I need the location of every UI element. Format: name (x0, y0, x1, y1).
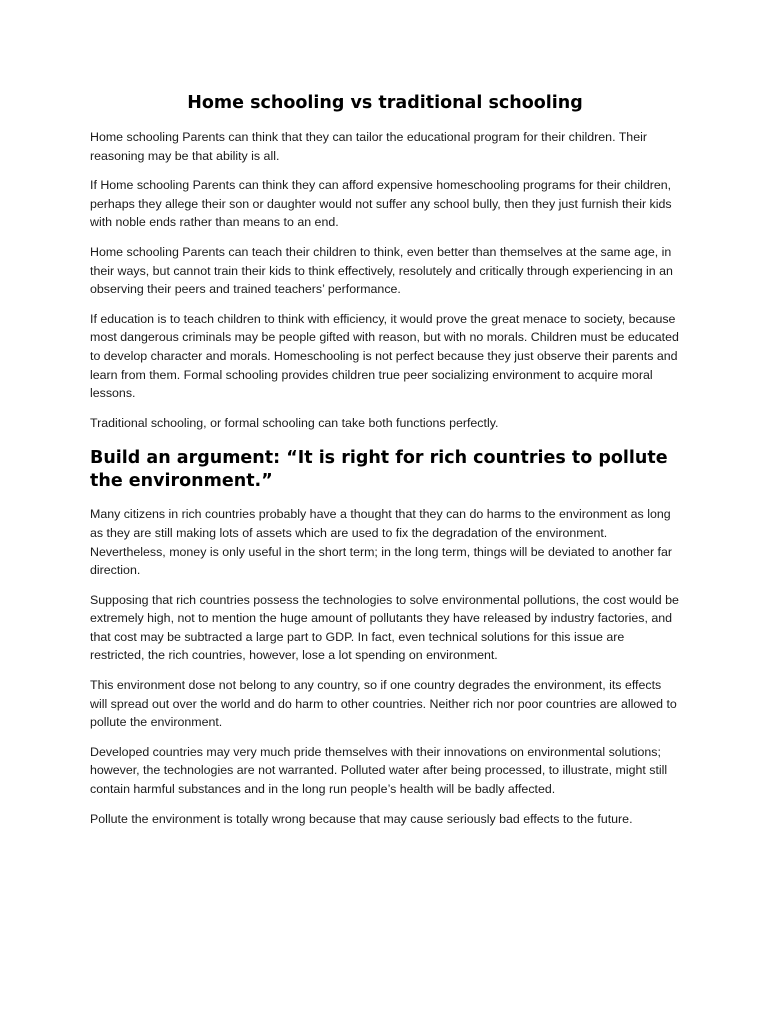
paragraph: If Home schooling Parents can think they can afford expensive homeschooling programs for their children, perhaps they allege their son or daughter would not suffer any school bully, then they just furnish their kids with noble ends rather than means to an end. (90, 178, 672, 230)
paragraph: This environment dose not belong to any country, so if one country degrades the environment, its effects will spread out over the world and do harm to other countries. Neither rich nor poor countries are allowed to pollute the environment. (90, 678, 677, 730)
paragraph: Pollute the environment is totally wrong because that may cause seriously bad effects to the future. (90, 811, 633, 826)
paragraph: Home schooling Parents can think that they can tailor the educational program for their children. Their reasoning may be that ability is all. (90, 130, 647, 163)
paragraph: If education is to teach children to think with efficiency, it would prove the great menace to society, because most dangerous criminals may be people gifted with reason, but with no morals. Children must be educated to develop character and morals. Homeschooling is not perfect because they just observe their parents and learn from them. Formal schooling provides children true peer socializing environment to acquire moral lessons. (90, 311, 679, 401)
document-body (90, 90, 680, 839)
document-title: Home schooling vs traditional schooling (187, 93, 583, 113)
section-heading: Build an argument: “It is right for rich countries to pollute the environment.” (90, 448, 668, 492)
paragraph: Developed countries may very much pride themselves with their innovations on environmental solutions; however, the technologies are not warranted. Polluted water after being processed, to illustrate, might still contain harmful substances and in the long run people’s health will be badly affected. (90, 744, 668, 797)
paragraph: Supposing that rich countries possess the technologies to solve environmental pollutions, the cost would be extremely high, not to mention the huge amount of pollutants they have released by industry factories, and that cost may be subtracted a large part to GDP. In fact, even technical solutions for this issue are restricted, the rich countries, however, lose a lot spending on environment. (90, 592, 679, 663)
paragraph: Home schooling Parents can teach their children to think, even better than themselves at the same age, in their ways, but cannot train their kids to think effectively, resolutely and critically through experiencing in an observing their peers and trained teachers’ performance. (90, 244, 673, 297)
paragraph: Traditional schooling, or formal schooling can take both functions perfectly. (90, 415, 499, 430)
paragraph: Many citizens in rich countries probably have a thought that they can do harms to the environment as long as they are still making lots of assets which are used to fix the degradation of the environment. Nevertheless, money is only useful in the short term; in the long term, things will be deviated to another far direction. (90, 507, 672, 578)
